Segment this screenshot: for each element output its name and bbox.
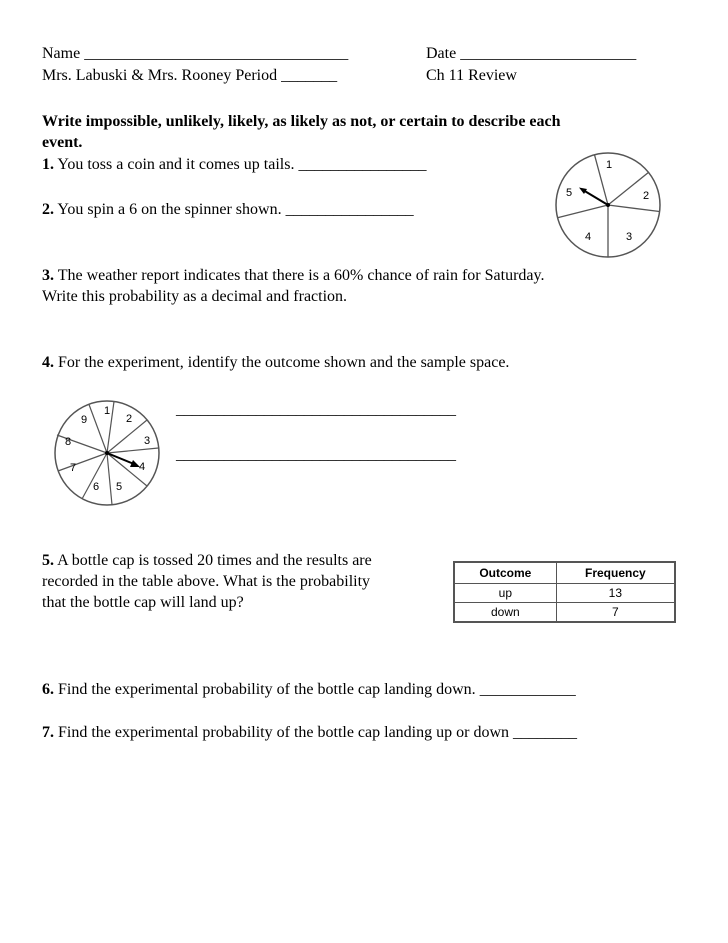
name-label: Name _________________________________ [42, 45, 349, 62]
spinner2-label-8: 8 [64, 436, 72, 448]
answer-blank-2[interactable]: ________________ [285, 201, 414, 218]
date-blank[interactable]: ______________________ [460, 45, 637, 62]
table-header-outcome: Outcome [454, 562, 556, 584]
period-blank[interactable]: _______ [281, 67, 338, 84]
question-5: 5. A bottle cap is tossed 20 times and the results are [42, 552, 372, 569]
table-header-frequency: Frequency [556, 562, 675, 584]
question-1: 1. You toss a coin and it comes up tails. ________________ [42, 156, 427, 173]
spinner2-label-4: 4 [138, 461, 146, 473]
table-header-row [454, 562, 675, 584]
frequency-table [453, 561, 676, 623]
table-cell: down [454, 603, 556, 623]
spinner2-label-2: 2 [125, 413, 133, 425]
answer-blank-4b[interactable]: ___________________________________ [176, 446, 456, 463]
answer-blank-4a[interactable]: ___________________________________ [176, 401, 456, 418]
spinner1-label-4: 4 [584, 231, 592, 243]
question-3: 3. The weather report indicates that there is a 60% chance of rain for Saturday. [42, 267, 545, 284]
question-4: 4. For the experiment, identify the outcome shown and the sample space. [42, 354, 510, 371]
review-title: Ch 11 Review [426, 67, 517, 84]
answer-blank-6[interactable]: ____________ [479, 681, 576, 698]
spinner1-label-1: 1 [605, 159, 613, 171]
spinner2-label-6: 6 [92, 481, 100, 493]
answer-blank-1[interactable]: ________________ [298, 156, 427, 173]
question-5-line3: that the bottle cap will land up? [42, 594, 244, 611]
table-cell: up [454, 584, 556, 603]
table-cell: 13 [556, 584, 675, 603]
table-row [454, 584, 675, 603]
table-cell: 7 [556, 603, 675, 623]
name-blank[interactable]: _________________________________ [84, 45, 349, 62]
question-6: 6. Find the experimental probability of the bottle cap landing down. ____________ [42, 681, 576, 698]
spinner-five-sections [553, 150, 663, 260]
spinner2-label-7: 7 [69, 462, 77, 474]
instructions-line1: Write impossible, unlikely, likely, as likely as not, or certain to describe each [42, 113, 561, 130]
question-5-line2: recorded in the table above. What is the probability [42, 573, 371, 590]
instructions-line2: event. [42, 134, 83, 151]
spinner2-label-5: 5 [115, 481, 123, 493]
answer-blank-7[interactable]: ________ [513, 724, 578, 741]
spinner2-label-3: 3 [143, 435, 151, 447]
date-label: Date ______________________ [426, 45, 637, 62]
spinner1-label-3: 3 [625, 231, 633, 243]
spinner-nine-sections [52, 398, 162, 508]
question-7: 7. Find the experimental probability of the bottle cap landing up or down ________ [42, 724, 578, 741]
table-row [454, 603, 675, 623]
spinner1-label-2: 2 [642, 190, 650, 202]
question-3-line2: Write this probability as a decimal and fraction. [42, 288, 348, 305]
teachers-line: Mrs. Labuski & Mrs. Rooney Period _______ [42, 67, 338, 84]
spinner1-label-5: 5 [565, 187, 573, 199]
question-2: 2. You spin a 6 on the spinner shown. ________________ [42, 201, 414, 218]
spinner2-label-9: 9 [80, 414, 88, 426]
spinner2-label-1: 1 [103, 405, 111, 417]
